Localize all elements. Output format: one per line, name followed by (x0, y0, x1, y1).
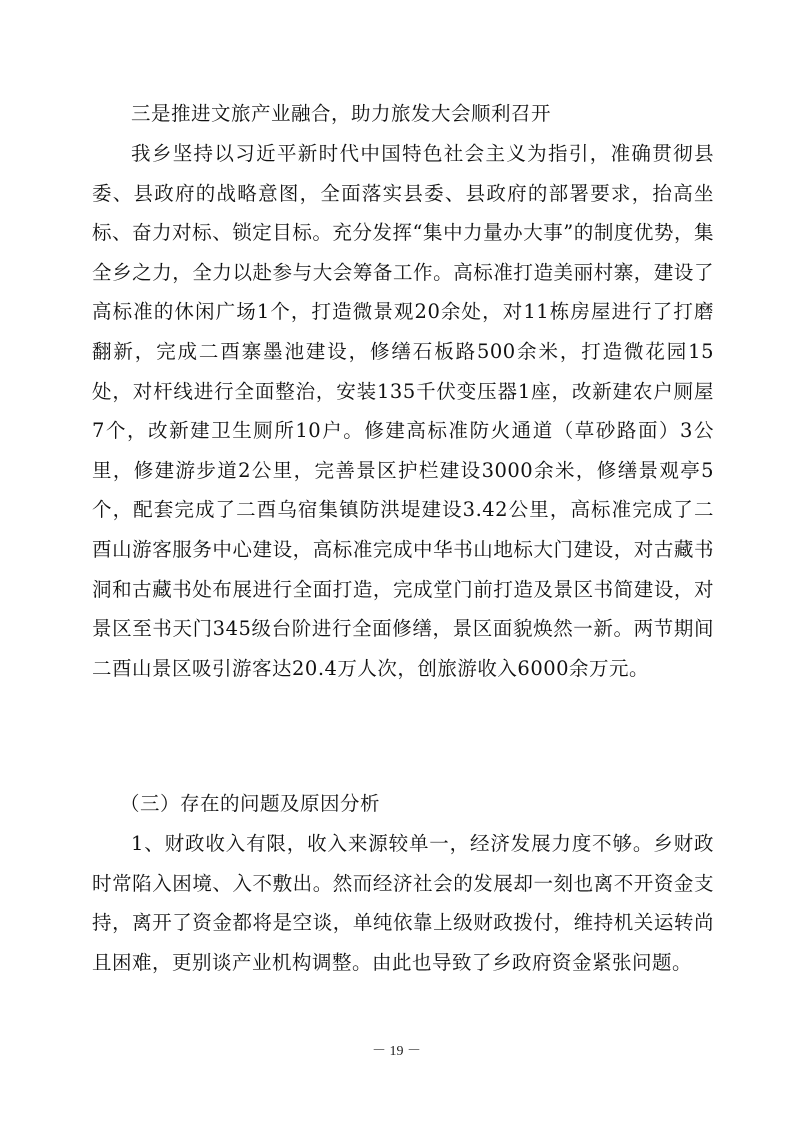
section-heading: 三是推进文旅产业融合，助力旅发大会顺利召开 (131, 102, 552, 125)
subsection-heading: （三）存在的问题及原因分析 (120, 792, 381, 815)
page-number: － 19 － (372, 1044, 421, 1059)
paragraph-fiscal-problems: 1、财政收入有限，收入来源较单一，经济发展力度不够。乡财政时常陷入困境、入不敷出。然而经济社会的发展却一刻也离不开资金支持，离开了资金都将是空谈，单纯依靠上级财政拨付，维持机关运转尚且困难，更别谈产业机构调整。由此也导致了乡政府资金紧张问题。 (92, 832, 714, 974)
paragraph-cultural-tourism: 我乡坚持以习近平新时代中国特色社会主义为指引，准确贯彻县委、县政府的战略意图，全面落实县委、县政府的部署要求，抬高坐标、奋力对标、锁定目标。充分发挥“集中力量办大事”的制度优势，集全乡之力，全力以赴参与大会筹备工作。高标准打造美丽村寨，建设了高标准的休闲广场1个，打造微景观20余处，对11栋房屋进行了打磨翻新，完成二酉寨墨池建设，修缮石板路500余米，打造微花园15处，对杆线进行全面整治，安装135千伏变压器1座，改新建农户厕屋7个，改新建卫生厕所10户。修建高标准防火通道（草砂路面）3公里，修建游步道2公里，完善景区护栏建设3000余米，修缮景观亭5个，配套完成了二酉乌宿集镇防洪堤建设3.42公里，高标准完成了二酉山游客服务中心建设，高标准完成中华书山地标大门建设，对古藏书洞和古藏书处布展进行全面打造，完成堂门前打造及景区书简建设，对景区至书天门345级台阶进行全面修缮，景区面貌焕然一新。两节期间二酉山景区吸引游客达20.4万人次，创旅游收入6000余万元。 (92, 142, 714, 680)
